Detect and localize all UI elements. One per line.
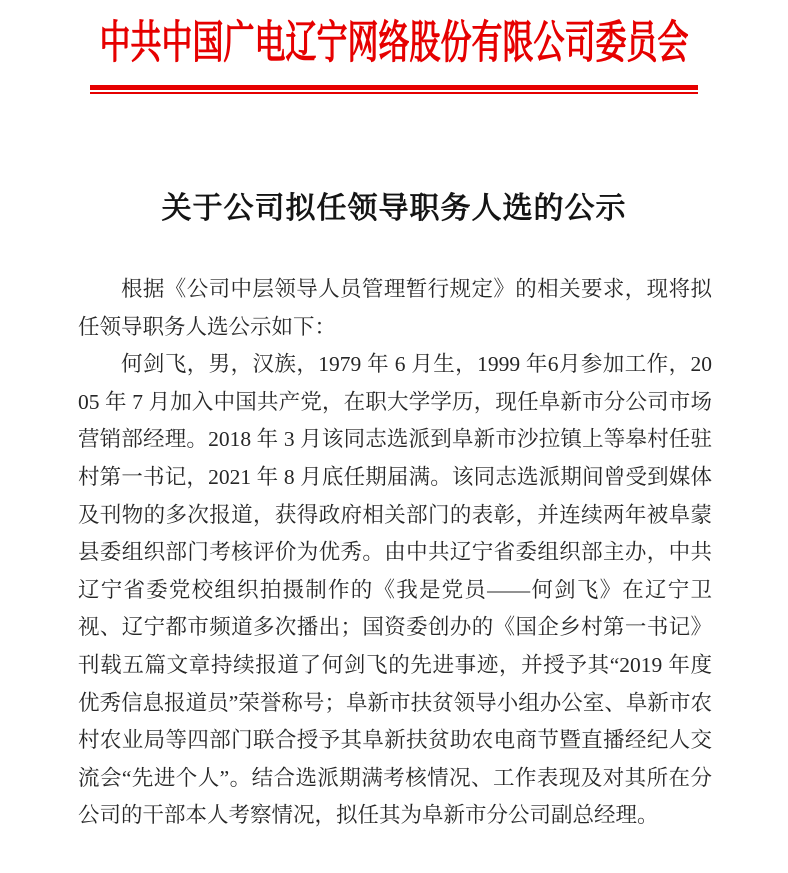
letterhead	[0, 0, 788, 94]
divider-thick-line	[90, 85, 698, 90]
paragraph-intro: 根据《公司中层领导人员管理暂行规定》的相关要求，现将拟任领导职务人选公示如下：	[78, 277, 712, 339]
paragraph-candidate-profile: 何剑飞，男，汉族，1979 年 6 月生，1999 年6月参加工作，2005 年 7 月加入中国共产党，在职大学学历，现任阜新市分公司市场营销部经理。2018 年 3 月该同志选派到阜新市沙拉镇上等皋村任驻村第一书记，2021 年 8 月底任期届满。该同志选派期间曾受到媒体及刊物的多次报道，获得政府相关部门的表彰，并连续两年被阜蒙县委组织部门考核评价为优秀。由中共辽宁省委组织部主办，中共辽宁省委党校组织拍摄制作的《我是党员——何剑飞》在辽宁卫视、辽宁都市频道多次播出；国资委创办的《国企乡村第一书记》刊载五篇文章持续报道了何剑飞的先进事迹，并授予其“2019 年度优秀信息报道员”荣誉称号；阜新市扶贫领导小组办公室、阜新市农村农业局等四部门联合授予其阜新扶贫助农电商节暨直播经纪人交流会“先进个人”。结合选派期满考核情况、工作表现及对其所在分公司的干部本人考察情况，拟任其为阜新市分公司副总经理。	[78, 352, 712, 828]
document-body	[78, 271, 712, 835]
letterhead-divider	[90, 85, 698, 94]
letterhead-org-name: 中共中国广电辽宁网络股份有限公司委员会	[99, 17, 689, 68]
document-title: 关于公司拟任领导职务人选的公示	[161, 192, 627, 225]
document-content	[0, 193, 788, 835]
divider-thin-line	[90, 92, 698, 94]
